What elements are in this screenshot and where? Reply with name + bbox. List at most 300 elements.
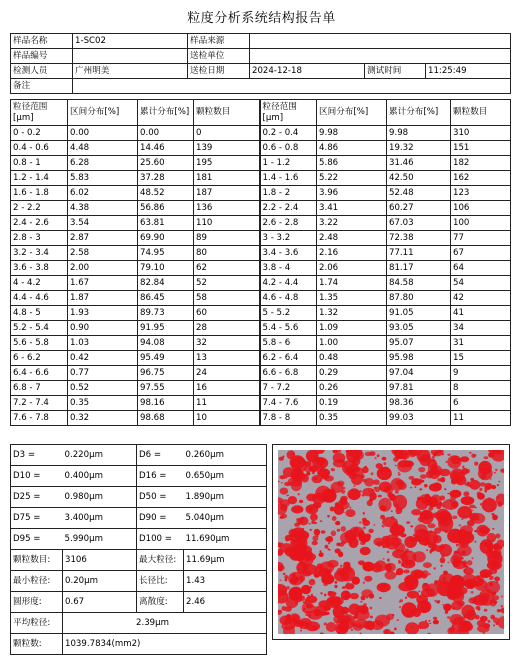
- particle: [469, 531, 472, 533]
- particle-count-cell: 15: [451, 351, 511, 366]
- particle: [447, 455, 461, 468]
- particle: [320, 592, 323, 594]
- particle: [414, 486, 416, 488]
- interval-dist-cell: 0.19: [317, 396, 387, 411]
- particle: [377, 583, 391, 593]
- particle: [349, 541, 352, 544]
- roundness-value: 0.67: [63, 592, 137, 613]
- submit-date-value: 2024-12-18: [250, 64, 365, 79]
- particle: [418, 621, 429, 629]
- particle: [373, 524, 375, 525]
- particle: [492, 515, 498, 521]
- d75-label: D75 =: [11, 508, 63, 529]
- size-range-cell: 1.8 - 2: [260, 186, 317, 201]
- particle: [447, 493, 449, 495]
- cumulative-dist-header: 累计分布[%]: [138, 100, 194, 126]
- interval-dist-cell: 5.22: [317, 171, 387, 186]
- size-range-cell: 4.8 - 5: [11, 306, 68, 321]
- particle: [335, 581, 338, 584]
- sample-name-value: 1-SC02: [73, 34, 188, 49]
- particle: [336, 521, 338, 523]
- particle: [411, 478, 422, 485]
- particle: [492, 528, 494, 530]
- particle: [429, 573, 431, 575]
- particle: [290, 455, 305, 469]
- particle: [338, 551, 343, 557]
- particle-count-cell: 0: [194, 126, 260, 141]
- particle: [327, 560, 339, 568]
- particle: [477, 492, 482, 497]
- particle: [337, 529, 341, 532]
- particle: [314, 529, 320, 536]
- particle: [461, 518, 463, 520]
- particle: [311, 580, 313, 582]
- particle: [286, 495, 289, 497]
- interval-dist-cell: 4.86: [317, 141, 387, 156]
- particle: [326, 497, 330, 501]
- interval-dist-cell: 3.96: [317, 186, 387, 201]
- interval-dist-cell: 5.86: [317, 156, 387, 171]
- particle: [357, 532, 365, 537]
- particle: [322, 580, 326, 584]
- particle: [484, 456, 489, 459]
- table-row: [11, 396, 511, 411]
- particle: [334, 585, 337, 588]
- size-range-cell: 1.4 - 1.6: [260, 171, 317, 186]
- particle: [406, 521, 410, 524]
- particle: [456, 544, 459, 547]
- particle: [331, 468, 333, 469]
- particle: [332, 516, 337, 521]
- d6-label: D6 =: [137, 445, 184, 466]
- particle: [362, 488, 374, 497]
- cumulative-dist-cell: 42.50: [387, 171, 451, 186]
- particle: [430, 552, 432, 554]
- particle: [329, 596, 344, 606]
- d3-value: 0.220μm: [63, 445, 137, 466]
- table-row: [11, 351, 511, 366]
- particle: [363, 603, 366, 606]
- particle: [298, 493, 300, 495]
- particle: [392, 614, 394, 616]
- table-row: [11, 126, 511, 141]
- particle: [405, 549, 409, 553]
- particle: [360, 563, 363, 566]
- interval-dist-cell: 0.52: [68, 381, 138, 396]
- cumulative-dist-cell: 98.36: [387, 396, 451, 411]
- particle: [465, 610, 476, 620]
- dispersion-label: 离散度:: [137, 592, 184, 613]
- interval-dist-cell: 0.77: [68, 366, 138, 381]
- particle: [385, 571, 397, 580]
- particle: [395, 465, 397, 467]
- particle: [448, 586, 457, 593]
- particle: [475, 507, 477, 509]
- particle: [452, 516, 457, 520]
- particle-count-cell: 110: [194, 216, 260, 231]
- d25-label: D25 =: [11, 487, 63, 508]
- particle: [428, 506, 433, 510]
- interval-dist-cell: 1.74: [317, 276, 387, 291]
- particle: [300, 630, 302, 632]
- cumulative-dist-cell: 79.10: [138, 261, 194, 276]
- cumulative-dist-cell: 98.16: [138, 396, 194, 411]
- particle: [293, 472, 298, 476]
- cumulative-dist-cell: 82.84: [138, 276, 194, 291]
- particle: [359, 454, 361, 456]
- particle-count-cell: 67: [451, 246, 511, 261]
- particle: [367, 621, 373, 627]
- particle: [327, 489, 330, 491]
- interval-dist-cell: 4.38: [68, 201, 138, 216]
- particle: [325, 537, 331, 542]
- particle: [419, 488, 422, 490]
- particle: [399, 606, 401, 608]
- particle: [467, 560, 473, 565]
- particle: [438, 484, 442, 487]
- cumulative-dist-cell: 98.68: [138, 411, 194, 426]
- area-value: 1039.7834(mm2): [63, 634, 267, 655]
- particle: [280, 580, 282, 581]
- particle: [410, 525, 413, 527]
- particle: [449, 500, 451, 502]
- particle: [419, 537, 431, 546]
- particle: [397, 513, 399, 514]
- cumulative-dist-cell: 95.49: [138, 351, 194, 366]
- d10-value: 0.400μm: [63, 466, 137, 487]
- particle-count-cell: 310: [451, 126, 511, 141]
- size-range-cell: 2.8 - 3: [11, 231, 68, 246]
- particle: [379, 597, 382, 599]
- particle: [377, 454, 380, 457]
- table-row: [11, 231, 511, 246]
- particle: [444, 488, 446, 490]
- sample-source-value: [250, 34, 511, 49]
- particle: [299, 500, 303, 503]
- particle: [314, 522, 317, 524]
- particle: [306, 611, 309, 613]
- particle: [339, 459, 343, 463]
- interval-dist-header: 区间分布[%]: [317, 100, 387, 126]
- particle: [497, 609, 501, 612]
- particle-micrograph: [278, 450, 504, 634]
- particle: [439, 469, 451, 477]
- particle-count-cell: 41: [451, 306, 511, 321]
- particle: [360, 601, 362, 603]
- particle-count-cell: 139: [194, 141, 260, 156]
- d100-label: D100 =: [137, 529, 184, 550]
- particle: [482, 498, 497, 512]
- interval-dist-cell: 0.35: [68, 396, 138, 411]
- particle: [364, 478, 374, 487]
- particle: [397, 619, 399, 621]
- particle-count-cell: 34: [451, 321, 511, 336]
- particle: [280, 516, 284, 519]
- particle: [286, 596, 299, 608]
- particle: [419, 597, 422, 599]
- interval-dist-cell: 0.42: [68, 351, 138, 366]
- particle: [457, 506, 472, 519]
- particle: [424, 484, 428, 487]
- size-range-cell: 6.2 - 6.4: [260, 351, 317, 366]
- particle: [279, 543, 293, 553]
- particle: [477, 576, 480, 579]
- particle: [383, 526, 385, 527]
- cumulative-dist-cell: 69.90: [138, 231, 194, 246]
- particle: [308, 595, 310, 597]
- particle: [375, 560, 387, 571]
- particle: [493, 543, 500, 550]
- particle-count-cell: 24: [194, 366, 260, 381]
- cumulative-dist-cell: 19.32: [387, 141, 451, 156]
- particle: [281, 543, 283, 544]
- particle-count-cell: 42: [451, 291, 511, 306]
- particle-count-cell: 58: [194, 291, 260, 306]
- size-range-cell: 5 - 5.2: [260, 306, 317, 321]
- cumulative-dist-header: 累计分布[%]: [387, 100, 451, 126]
- size-range-cell: 7.6 - 7.8: [11, 411, 68, 426]
- interval-dist-cell: 9.98: [317, 126, 387, 141]
- particle: [315, 566, 323, 573]
- particle: [390, 524, 405, 535]
- particle: [476, 525, 488, 537]
- particle: [314, 606, 327, 615]
- particle-count-cell: 13: [194, 351, 260, 366]
- cumulative-dist-cell: 84.58: [387, 276, 451, 291]
- particle-count-label: 颗粒数目:: [11, 550, 63, 571]
- particle: [300, 551, 303, 553]
- interval-dist-cell: 0.90: [68, 321, 138, 336]
- particle: [339, 501, 341, 503]
- particle: [312, 471, 315, 474]
- size-range-cell: 4 - 4.2: [11, 276, 68, 291]
- particle-count-cell: 136: [194, 201, 260, 216]
- particle: [349, 532, 351, 534]
- particle: [469, 480, 480, 490]
- size-range-cell: 7.2 - 7.4: [11, 396, 68, 411]
- particle: [310, 586, 313, 588]
- particle: [404, 458, 407, 460]
- particle: [364, 576, 372, 582]
- particle-count-cell: 77: [451, 231, 511, 246]
- submit-unit-label: 送检单位: [188, 49, 250, 64]
- particle: [320, 520, 323, 522]
- size-range-cell: 3.6 - 3.8: [11, 261, 68, 276]
- particle: [401, 563, 404, 566]
- particle: [335, 502, 340, 506]
- particle: [382, 457, 387, 461]
- particle: [342, 586, 346, 589]
- particle: [451, 471, 460, 480]
- particle: [299, 596, 306, 602]
- particle: [321, 530, 326, 533]
- particle: [351, 474, 363, 485]
- particle: [483, 632, 485, 634]
- cumulative-dist-cell: 99.03: [387, 411, 451, 426]
- cumulative-dist-cell: 87.80: [387, 291, 451, 306]
- particle: [501, 605, 503, 607]
- particle: [347, 582, 349, 583]
- interval-dist-cell: 1.87: [68, 291, 138, 306]
- particle: [321, 467, 324, 470]
- particle: [419, 530, 427, 535]
- size-range-cell: 5.4 - 5.6: [260, 321, 317, 336]
- size-range-cell: 2 - 2.2: [11, 201, 68, 216]
- d6-value: 0.260μm: [184, 445, 267, 466]
- particle: [362, 520, 370, 526]
- particle: [385, 534, 400, 549]
- interval-dist-cell: 0.48: [317, 351, 387, 366]
- particle: [387, 567, 391, 572]
- particle: [472, 557, 474, 559]
- interval-dist-cell: 1.03: [68, 336, 138, 351]
- particle: [351, 463, 359, 471]
- particle: [461, 471, 465, 475]
- particle: [450, 508, 452, 510]
- particle: [282, 606, 287, 611]
- particle: [311, 594, 314, 597]
- particle: [335, 624, 348, 634]
- particle: [284, 482, 291, 486]
- particle: [438, 516, 453, 532]
- particle: [446, 461, 448, 463]
- interval-dist-cell: 0.26: [317, 381, 387, 396]
- size-range-cell: 6.4 - 6.6: [11, 366, 68, 381]
- particle: [462, 574, 475, 584]
- cumulative-dist-cell: 94.08: [138, 336, 194, 351]
- particle: [391, 510, 393, 512]
- particle: [431, 459, 434, 461]
- particle: [467, 584, 470, 586]
- particle-image-frame: [272, 444, 510, 640]
- table-row: [11, 141, 511, 156]
- particle: [363, 527, 366, 530]
- particle: [420, 474, 427, 479]
- particle: [416, 498, 429, 510]
- particle: [374, 487, 380, 493]
- particle: [341, 541, 346, 545]
- table-row: [11, 306, 511, 321]
- particle: [291, 587, 302, 595]
- particle: [281, 482, 283, 483]
- cumulative-dist-cell: 9.98: [387, 126, 451, 141]
- particle: [441, 555, 444, 558]
- particle-count-cell: 123: [451, 186, 511, 201]
- particle: [368, 529, 373, 533]
- particle: [400, 452, 410, 460]
- particle: [306, 494, 317, 502]
- report-title: 粒度分析系统结构报告单: [187, 11, 336, 26]
- particle: [452, 560, 460, 568]
- particle: [457, 535, 470, 545]
- particle: [340, 565, 343, 567]
- particle: [363, 582, 365, 584]
- particle: [375, 615, 390, 627]
- cumulative-dist-cell: 14.46: [138, 141, 194, 156]
- table-row: [11, 246, 511, 261]
- particle: [493, 616, 495, 618]
- cumulative-dist-cell: 96.75: [138, 366, 194, 381]
- particle: [401, 602, 417, 618]
- particle: [337, 481, 345, 487]
- particle: [445, 610, 448, 613]
- particle: [325, 569, 331, 575]
- particle: [400, 599, 403, 602]
- interval-dist-cell: 5.83: [68, 171, 138, 186]
- table-row: [11, 381, 511, 396]
- particle: [442, 604, 444, 606]
- particle: [437, 478, 442, 481]
- particle: [471, 485, 473, 487]
- test-time-label: 测试时间: [365, 64, 426, 79]
- particle: [351, 629, 353, 631]
- particle: [480, 474, 486, 479]
- particle: [434, 567, 436, 569]
- particle-count-cell: 52: [194, 276, 260, 291]
- d50-label: D50 =: [137, 487, 184, 508]
- particle: [447, 454, 450, 456]
- particle: [450, 490, 462, 498]
- interval-dist-cell: 6.02: [68, 186, 138, 201]
- particle: [477, 519, 479, 520]
- particle: [471, 591, 474, 594]
- particle: [353, 485, 355, 487]
- particle: [494, 472, 496, 474]
- particle: [343, 512, 345, 513]
- particle: [443, 604, 452, 612]
- particle: [298, 473, 302, 476]
- particle: [407, 591, 419, 599]
- size-range-cell: 6.6 - 6.8: [260, 366, 317, 381]
- cumulative-dist-cell: 31.46: [387, 156, 451, 171]
- particle: [341, 526, 346, 532]
- d16-value: 0.650μm: [184, 466, 267, 487]
- particle: [310, 513, 318, 521]
- table-row: [11, 156, 511, 171]
- particle: [460, 557, 464, 560]
- table-row: [11, 216, 511, 231]
- particle: [295, 530, 309, 540]
- particle: [478, 461, 492, 475]
- particle: [344, 466, 347, 469]
- interval-dist-cell: 1.32: [317, 306, 387, 321]
- cumulative-dist-cell: 89.73: [138, 306, 194, 321]
- particle-count-cell: 89: [194, 231, 260, 246]
- interval-dist-cell: 1.09: [317, 321, 387, 336]
- particle: [433, 535, 442, 543]
- particle: [341, 490, 345, 494]
- particle-count-cell: 187: [194, 186, 260, 201]
- particle: [423, 583, 427, 586]
- interval-dist-cell: 4.48: [68, 141, 138, 156]
- d75-value: 3.400μm: [63, 508, 137, 529]
- particle: [387, 559, 390, 562]
- area-label: 颗粒数:: [11, 634, 63, 655]
- particle-count-cell: 60: [194, 306, 260, 321]
- particle: [451, 535, 454, 538]
- particle: [369, 627, 373, 630]
- particle: [440, 496, 446, 501]
- particle: [438, 600, 440, 602]
- particle: [470, 478, 474, 481]
- particle: [371, 472, 374, 475]
- particle: [489, 582, 493, 586]
- particle-count-cell: 162: [451, 171, 511, 186]
- particle: [359, 605, 368, 614]
- sample-no-label: 样品编号: [11, 49, 73, 64]
- size-range-cell: 0 - 0.2: [11, 126, 68, 141]
- particle: [501, 596, 503, 598]
